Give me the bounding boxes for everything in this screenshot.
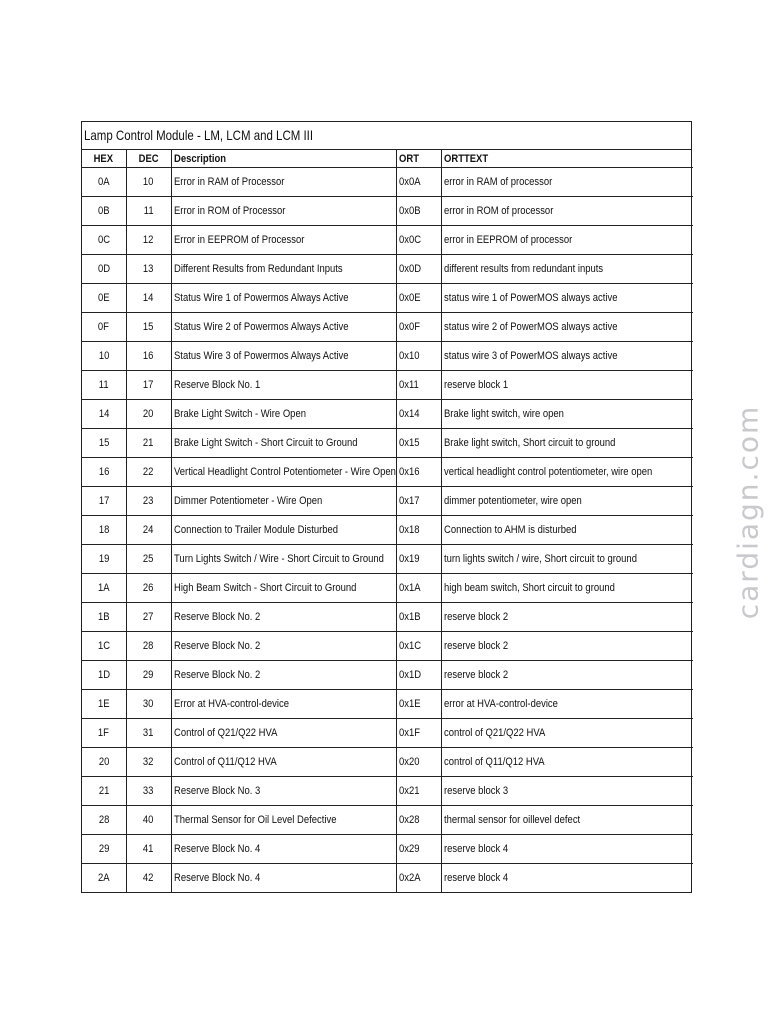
cell-hex: 0B: [82, 197, 126, 226]
cell-orttext: reserve block 4: [441, 835, 693, 864]
cell-ort: 0x1B: [396, 603, 441, 632]
table-row: [82, 835, 693, 864]
cell-description: Control of Q21/Q22 HVA: [171, 719, 396, 748]
cell-hex: 1F: [82, 719, 126, 748]
cell-hex: 19: [82, 545, 126, 574]
table-row: [82, 458, 693, 487]
cell-hex: 17: [82, 487, 126, 516]
table-row: [82, 168, 693, 197]
table-row: [82, 603, 693, 632]
cell-description: Brake Light Switch - Wire Open: [171, 400, 396, 429]
cell-dec: 28: [126, 632, 171, 661]
cell-orttext: reserve block 1: [441, 371, 693, 400]
table-row: [82, 748, 693, 777]
table-row: [82, 777, 693, 806]
cell-dec: 15: [126, 313, 171, 342]
cell-ort: 0x0B: [396, 197, 441, 226]
cell-ort: 0x1F: [396, 719, 441, 748]
cell-orttext: error at HVA-control-device: [441, 690, 693, 719]
cell-orttext: reserve block 2: [441, 661, 693, 690]
table-row: [82, 632, 693, 661]
cell-ort: 0x0A: [396, 168, 441, 197]
cell-orttext: control of Q11/Q12 HVA: [441, 748, 693, 777]
header-hex: HEX: [82, 150, 126, 168]
cell-orttext: Connection to AHM is disturbed: [441, 516, 693, 545]
cell-description: Turn Lights Switch / Wire - Short Circuit to Ground: [171, 545, 396, 574]
table-row: [82, 284, 693, 313]
cell-hex: 0D: [82, 255, 126, 284]
cell-dec: 42: [126, 864, 171, 893]
cell-hex: 1A: [82, 574, 126, 603]
cell-description: Error in EEPROM of Processor: [171, 226, 396, 255]
cell-hex: 29: [82, 835, 126, 864]
cell-description: Reserve Block No. 4: [171, 864, 396, 893]
cell-orttext: vertical headlight control potentiometer, wire open: [441, 458, 693, 487]
cell-orttext: status wire 1 of PowerMOS always active: [441, 284, 693, 313]
table-row: [82, 545, 693, 574]
cell-description: Reserve Block No. 4: [171, 835, 396, 864]
cell-orttext: error in RAM of processor: [441, 168, 693, 197]
cell-orttext: Brake light switch, wire open: [441, 400, 693, 429]
cell-dec: 16: [126, 342, 171, 371]
table-title: Lamp Control Module - LM, LCM and LCM III: [84, 127, 314, 143]
cell-dec: 11: [126, 197, 171, 226]
cell-description: Different Results from Redundant Inputs: [171, 255, 396, 284]
cell-orttext: dimmer potentiometer, wire open: [441, 487, 693, 516]
cell-hex: 1B: [82, 603, 126, 632]
cell-hex: 15: [82, 429, 126, 458]
cell-ort: 0x16: [396, 458, 441, 487]
cell-description: Status Wire 1 of Powermos Always Active: [171, 284, 396, 313]
cell-ort: 0x1E: [396, 690, 441, 719]
cell-hex: 0A: [82, 168, 126, 197]
cell-orttext: status wire 3 of PowerMOS always active: [441, 342, 693, 371]
cell-ort: 0x28: [396, 806, 441, 835]
cell-ort: 0x29: [396, 835, 441, 864]
cell-description: High Beam Switch - Short Circuit to Ground: [171, 574, 396, 603]
cell-dec: 31: [126, 719, 171, 748]
table-row: [82, 661, 693, 690]
header-ort: ORT: [396, 150, 441, 168]
table-row: [82, 197, 693, 226]
cell-orttext: reserve block 4: [443, 872, 508, 884]
cell-ort: 0x0C: [396, 226, 441, 255]
cell-ort: 0x17: [396, 487, 441, 516]
cell-dec: 29: [126, 661, 171, 690]
cell-description: Reserve Block No. 1: [171, 371, 396, 400]
cell-ort: 0x10: [396, 342, 441, 371]
cell-hex: 1D: [82, 661, 126, 690]
table-header-row: [82, 150, 693, 168]
cell-hex: 10: [82, 342, 126, 371]
table-row: [82, 226, 693, 255]
cell-orttext: different results from redundant inputs: [441, 255, 693, 284]
cell-description: Vertical Headlight Control Potentiometer - Wire Open: [171, 458, 396, 487]
cell-orttext: thermal sensor for oillevel defect: [441, 806, 693, 835]
cell-ort: 0x0E: [396, 284, 441, 313]
cell-dec: 26: [126, 574, 171, 603]
cell-description: Error in ROM of Processor: [171, 197, 396, 226]
cell-description: Brake Light Switch - Short Circuit to Ground: [171, 429, 396, 458]
cell-ort: 0x14: [396, 400, 441, 429]
cell-dec: 21: [126, 429, 171, 458]
table-row: [82, 371, 693, 400]
cell-description: Status Wire 2 of Powermos Always Active: [171, 313, 396, 342]
cell-hex: 2A: [82, 864, 126, 893]
cell-ort: 0x1A: [396, 574, 441, 603]
header-description: Description: [171, 150, 396, 168]
cell-hex: 0E: [82, 284, 126, 313]
table-row: [82, 255, 693, 284]
table-row: [82, 487, 693, 516]
cell-ort: 0x11: [396, 371, 441, 400]
table-row: [82, 574, 693, 603]
cell-dec: 17: [126, 371, 171, 400]
cell-ort: 0x20: [396, 748, 441, 777]
table-row: [82, 806, 693, 835]
cell-hex: 1C: [82, 632, 126, 661]
cell-ort: 0x18: [396, 516, 441, 545]
fault-code-table: [82, 150, 693, 892]
cell-orttext: Brake light switch, Short circuit to ground: [441, 429, 693, 458]
cell-description: Error at HVA-control-device: [171, 690, 396, 719]
table-row: [82, 429, 693, 458]
cell-hex: 1E: [82, 690, 126, 719]
cell-orttext: reserve block 3: [441, 777, 693, 806]
table-row: [82, 342, 693, 371]
cell-dec: 41: [126, 835, 171, 864]
cell-ort: 0x19: [396, 545, 441, 574]
table-row: [82, 690, 693, 719]
cell-dec: 22: [126, 458, 171, 487]
cell-description: Status Wire 3 of Powermos Always Active: [171, 342, 396, 371]
cell-description: Reserve Block No. 2: [171, 603, 396, 632]
cell-description: Dimmer Potentiometer - Wire Open: [171, 487, 396, 516]
cell-description: Reserve Block No. 2: [171, 661, 396, 690]
table-row: [82, 400, 693, 429]
cell-ort: 0x0F: [396, 313, 441, 342]
cell-ort: 0x21: [396, 777, 441, 806]
cell-hex: 28: [82, 806, 126, 835]
table-row: [82, 864, 693, 893]
cell-orttext: reserve block 2: [441, 603, 693, 632]
cell-dec: 40: [126, 806, 171, 835]
cell-hex: 21: [82, 777, 126, 806]
header-dec: DEC: [126, 150, 171, 168]
fault-code-sheet: [81, 121, 692, 893]
cell-hex: 14: [82, 400, 126, 429]
cell-dec: 10: [126, 168, 171, 197]
cell-description: Connection to Trailer Module Disturbed: [171, 516, 396, 545]
cell-orttext: turn lights switch / wire, Short circuit to ground: [441, 545, 693, 574]
cell-hex: 0F: [82, 313, 126, 342]
cell-hex: 20: [82, 748, 126, 777]
cell-hex: 18: [82, 516, 126, 545]
cell-description: Control of Q11/Q12 HVA: [171, 748, 396, 777]
table-row: [82, 313, 693, 342]
cell-orttext: status wire 2 of PowerMOS always active: [441, 313, 693, 342]
cell-dec: 23: [126, 487, 171, 516]
table-row: [82, 516, 693, 545]
cell-dec: 14: [126, 284, 171, 313]
cell-description: Error in RAM of Processor: [171, 168, 396, 197]
cell-ort: 0x1D: [396, 661, 441, 690]
cell-ort: 0x15: [396, 429, 441, 458]
watermark-text: cardiagn.com: [731, 404, 765, 620]
cell-hex: 16: [82, 458, 126, 487]
cell-orttext: high beam switch, Short circuit to ground: [441, 574, 693, 603]
cell-dec: 24: [126, 516, 171, 545]
cell-orttext: error in ROM of processor: [441, 197, 693, 226]
cell-dec: 30: [126, 690, 171, 719]
table-body: [82, 168, 693, 893]
cell-dec: 32: [126, 748, 171, 777]
cell-orttext: error in EEPROM of processor: [441, 226, 693, 255]
cell-description: Thermal Sensor for Oil Level Defective: [171, 806, 396, 835]
table-row: [82, 719, 693, 748]
cell-dec: 27: [126, 603, 171, 632]
cell-orttext: control of Q21/Q22 HVA: [441, 719, 693, 748]
cell-orttext: reserve block 2: [441, 632, 693, 661]
cell-hex: 11: [82, 371, 126, 400]
cell-dec: 12: [126, 226, 171, 255]
cell-dec: 20: [126, 400, 171, 429]
cell-description: Reserve Block No. 2: [171, 632, 396, 661]
cell-dec: 33: [126, 777, 171, 806]
cell-ort: 0x2A: [396, 864, 441, 893]
header-orttext: ORTTEXT: [441, 150, 693, 168]
cell-dec: 13: [126, 255, 171, 284]
table-title-row: [82, 122, 691, 150]
cell-ort: 0x1C: [396, 632, 441, 661]
cell-ort: 0x0D: [396, 255, 441, 284]
cell-dec: 25: [126, 545, 171, 574]
cell-hex: 0C: [82, 226, 126, 255]
cell-description: Reserve Block No. 3: [171, 777, 396, 806]
